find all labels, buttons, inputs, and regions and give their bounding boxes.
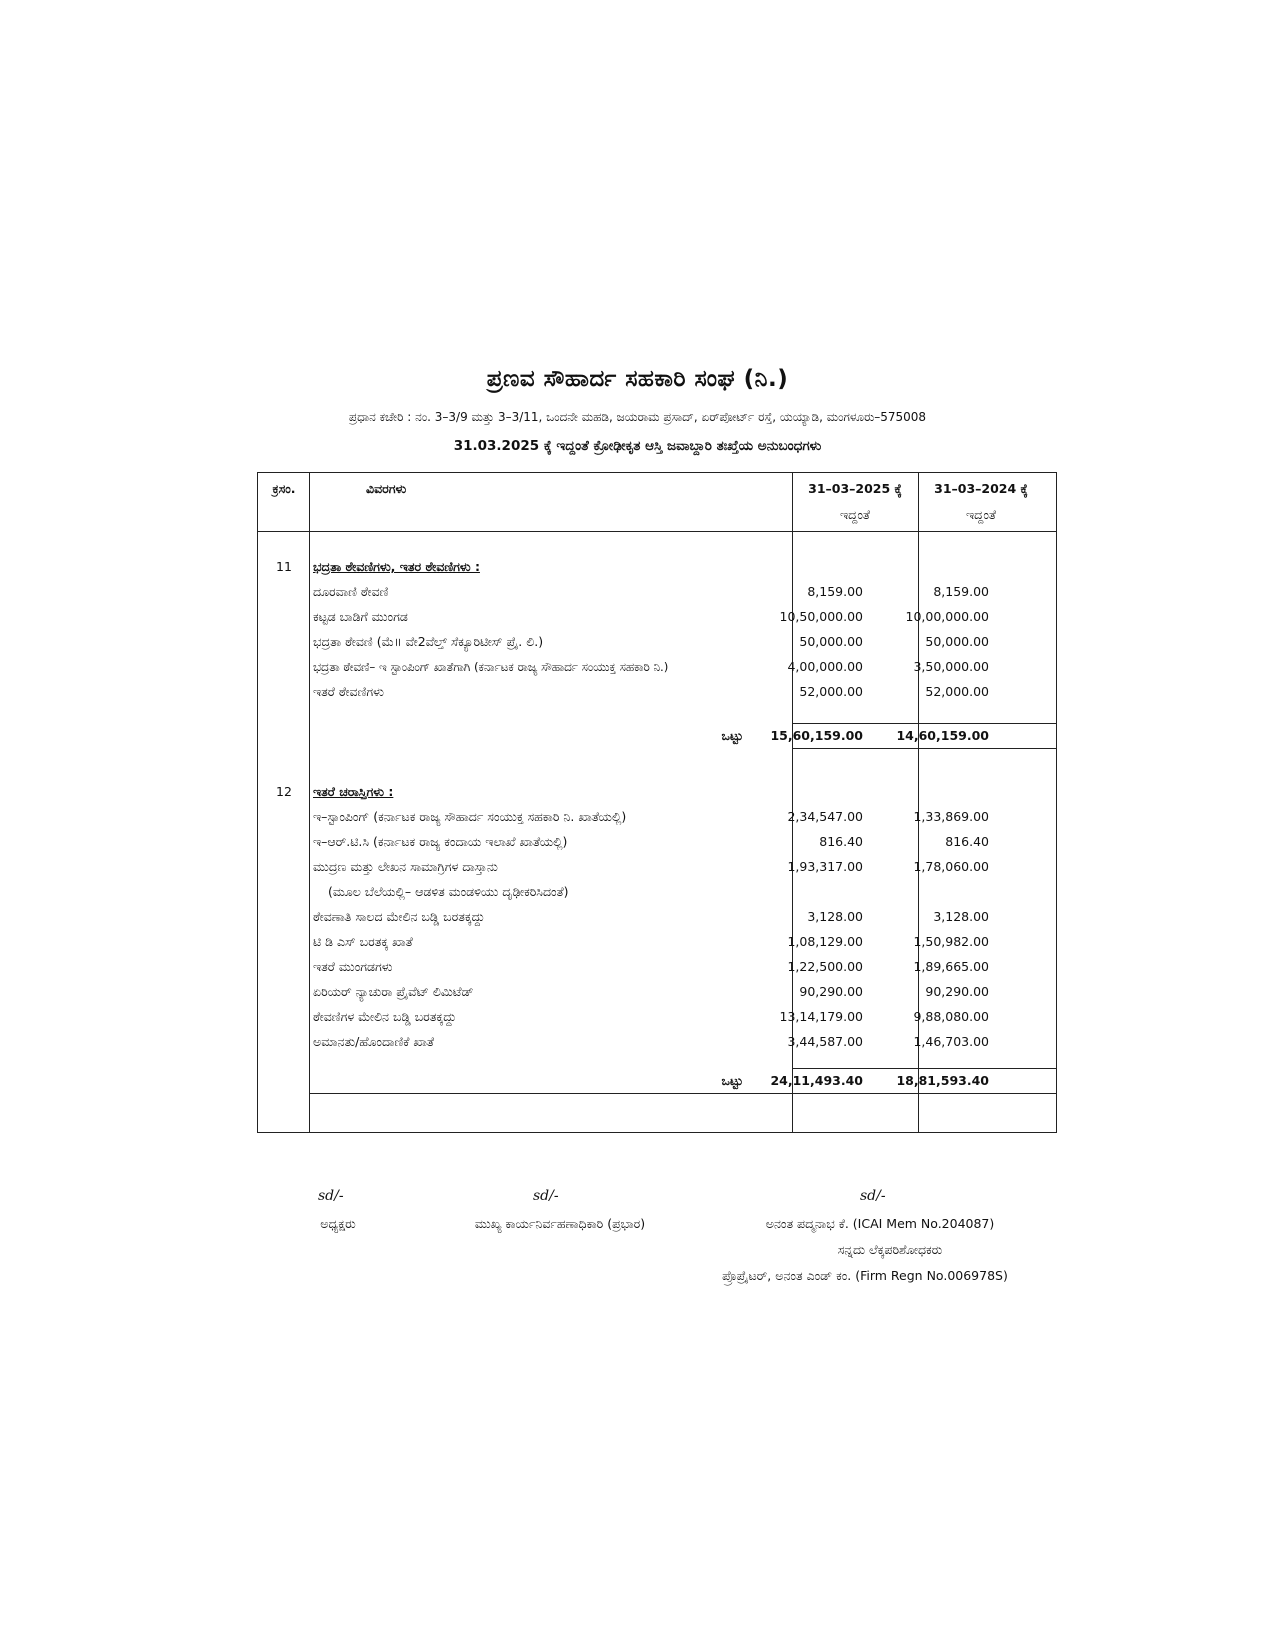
col-header-sno: ಕ್ರಸಂ. — [272, 481, 296, 496]
row-value-2024: 3,128.00 — [933, 909, 989, 924]
row-value-2024: 1,33,869.00 — [913, 809, 989, 824]
row-value-2024: 3,50,000.00 — [913, 659, 989, 674]
signature-mark-ceo: sd/- — [533, 1188, 559, 1204]
auditor-name: ಅನಂತ ಪದ್ಮನಾಭ ಕೆ. (ICAI Mem No.204087) — [765, 1216, 995, 1231]
row-value-2025: 816.40 — [819, 834, 863, 849]
total-2024: 14,60,159.00 — [896, 728, 989, 743]
row-value-2024: 1,50,982.00 — [913, 934, 989, 949]
col-header-desc: ವಿವರಗಳು — [366, 481, 407, 496]
row-value-2024: 1,46,703.00 — [913, 1034, 989, 1049]
row-desc: ಅಮಾನತು/ಹೊಂದಾಣಿಕೆ ಖಾತೆ — [313, 1034, 435, 1049]
row-desc: ಠೇವಣಿಗಳ ಮೇಲಿನ ಬಡ್ಡಿ ಬರತಕ್ಕದ್ದು — [313, 1009, 457, 1024]
row-value-2025: 3,128.00 — [807, 909, 863, 924]
ceo-label: ಮುಖ್ಯ ಕಾರ್ಯನಿರ್ವಹಣಾಧಿಕಾರಿ (ಪ್ರಭಾರ) — [474, 1216, 646, 1231]
col-header-2024-sub: ಇದ್ದಂತೆ — [965, 507, 996, 522]
address-line: ಪ್ರಧಾನ ಕಚೇರಿ : ನಂ. 3–3/9 ಮತ್ತು 3–3/11, ಒಂದನೇ ಮಹಡಿ, ಜಯರಾಮ ಪ್ರಸಾದ್, ಏರ್‌ಪೋರ್ಟ್ ರಸ್ತೆ, ಯಯ್ಯಾಡಿ, ಮಂಗಳೂರು–575008 — [348, 410, 927, 424]
total-2024: 18,81,593.40 — [896, 1073, 989, 1088]
row-value-2025: 3,44,587.00 — [787, 1034, 863, 1049]
row-value-2025: 1,22,500.00 — [787, 959, 863, 974]
schedule-table — [257, 472, 1057, 1133]
row-value-2025: 1,08,129.00 — [787, 934, 863, 949]
section-title: ಭದ್ರತಾ ಠೇವಣಿಗಳು, ಇತರ ಠೇವಣಿಗಳು : — [313, 559, 480, 574]
row-value-2024: 52,000.00 — [925, 684, 989, 699]
total-2025: 24,11,493.40 — [770, 1073, 863, 1088]
total-rule — [309, 1093, 1056, 1094]
row-desc: ಟಿ ಡಿ ಎಸ್ ಬರತಕ್ಕ ಖಾತೆ — [313, 934, 413, 949]
section-number: 11 — [276, 559, 292, 574]
president-label: ಅಧ್ಯಕ್ಷರು — [320, 1216, 356, 1231]
total-2025: 15,60,159.00 — [770, 728, 863, 743]
row-value-2024: 8,159.00 — [933, 584, 989, 599]
col-header-2024: 31–03–2024 ಕ್ಕೆ — [934, 481, 1028, 496]
row-value-2024: 10,00,000.00 — [905, 609, 989, 624]
row-desc: ಇ–ಆರ್.ಟಿ.ಸಿ (ಕರ್ನಾಟಕ ರಾಜ್ಯ ಕಂದಾಯ ಇಲಾಖೆ ಖಾತೆಯಲ್ಲಿ) — [313, 834, 568, 849]
col-header-2025: 31–03–2025 ಕ್ಕೆ — [808, 481, 902, 496]
row-value-2025: 52,000.00 — [799, 684, 863, 699]
row-desc: ಭದ್ರತಾ ಠೇವಣಿ (ಮೆ॥ ವೇ2ವೆಲ್ತ್ ಸೆಕ್ಯೂರಿಟೀಸ್ ಪ್ರೈ. ಲಿ.) — [313, 634, 544, 649]
row-value-2024: 9,88,080.00 — [913, 1009, 989, 1024]
row-note: (ಮೂಲ ಬೆಲೆಯಲ್ಲಿ– ಆಡಳಿತ ಮಂಡಳಿಯು ದೃಢೀಕರಿಸಿದಂತೆ) — [328, 884, 569, 899]
row-desc: ಭದ್ರತಾ ಠೇವಣಿ– ಇ ಸ್ಟಾಂಪಿಂಗ್ ಖಾತೆಗಾಗಿ (ಕರ್ನಾಟಕ ರಾಜ್ಯ ಸೌಹಾರ್ದ ಸಂಯುಕ್ತ ಸಹಕಾರಿ ನಿ.) — [313, 660, 669, 674]
row-value-2025: 2,34,547.00 — [787, 809, 863, 824]
total-rule — [792, 723, 1056, 724]
row-value-2025: 90,290.00 — [799, 984, 863, 999]
row-desc: ಕಟ್ಟಡ ಬಾಡಿಗೆ ಮುಂಗಡ — [313, 609, 408, 624]
row-desc: ಏರಿಯರ್ ನ್ಯಾಚುರಾ ಪ್ರೈವೆಟ್ ಲಿಮಿಟೆಡ್ — [313, 984, 474, 999]
row-value-2024: 816.40 — [945, 834, 989, 849]
row-desc: ಠೇವಣಾತಿ ಸಾಲದ ಮೇಲಿನ ಬಡ್ಡಿ ಬರತಕ್ಕದ್ದು — [313, 909, 485, 924]
auditor-role: ಸನ್ನದು ಲೆಕ್ಕಪರಿಶೋಧಕರು — [837, 1242, 943, 1257]
row-desc: ಇತರೆ ಠೇವಣಿಗಳು — [313, 684, 384, 699]
section-number: 12 — [276, 784, 292, 799]
total-label: ಒಟ್ಟು — [721, 1073, 743, 1088]
section-title: ಇತರೆ ಚರಾಸ್ತಿಗಳು : — [313, 784, 394, 799]
row-value-2025: 13,14,179.00 — [779, 1009, 863, 1024]
row-value-2025: 4,00,000.00 — [787, 659, 863, 674]
row-value-2025: 10,50,000.00 — [779, 609, 863, 624]
row-desc: ದೂರವಾಣಿ ಠೇವಣಿ — [313, 584, 389, 599]
row-desc: ಇ–ಸ್ಟಾಂಪಿಂಗ್ (ಕರ್ನಾಟಕ ರಾಜ್ಯ ಸೌಹಾರ್ದ ಸಂಯುಕ್ತ ಸಹಕಾರಿ ನಿ. ಖಾತೆಯಲ್ಲಿ) — [313, 809, 627, 824]
auditor-firm: ಪ್ರೊಪ್ರೈಟರ್, ಅನಂತ ಎಂಡ್ ಕಂ. (Firm Regn No.006978S) — [722, 1268, 1008, 1283]
row-desc: ಮುದ್ರಣ ಮತ್ತು ಲೇಖನ ಸಾಮಾಗ್ರಿಗಳ ದಾಸ್ತಾನು — [313, 859, 498, 874]
row-desc: ಇತರೆ ಮುಂಗಡಗಳು — [313, 959, 393, 974]
signature-mark-auditor: sd/- — [860, 1188, 886, 1204]
total-rule — [792, 748, 1056, 749]
header-divider — [258, 531, 1056, 532]
document-heading: 31.03.2025 ಕ್ಕೆ ಇದ್ದಂತೆ ಕ್ರೋಢೀಕೃತ ಆಸ್ತಿ ಜವಾಬ್ದಾರಿ ತಃಖ್ತೆಯ ಅನುಬಂಧಗಳು — [453, 438, 822, 454]
org-title: ಪ್ರಣವ ಸೌಹಾರ್ದ ಸಹಕಾರಿ ಸಂಘ (ನಿ.) — [486, 366, 789, 392]
row-value-2025: 8,159.00 — [807, 584, 863, 599]
signature-mark-president: sd/- — [318, 1188, 344, 1204]
row-value-2024: 50,000.00 — [925, 634, 989, 649]
row-value-2024: 1,78,060.00 — [913, 859, 989, 874]
row-value-2024: 90,290.00 — [925, 984, 989, 999]
row-value-2025: 50,000.00 — [799, 634, 863, 649]
row-value-2025: 1,93,317.00 — [787, 859, 863, 874]
col-header-2025-sub: ಇದ್ದಂತೆ — [839, 507, 870, 522]
total-label: ಒಟ್ಟು — [721, 728, 743, 743]
row-value-2024: 1,89,665.00 — [913, 959, 989, 974]
total-rule — [792, 1068, 1056, 1069]
